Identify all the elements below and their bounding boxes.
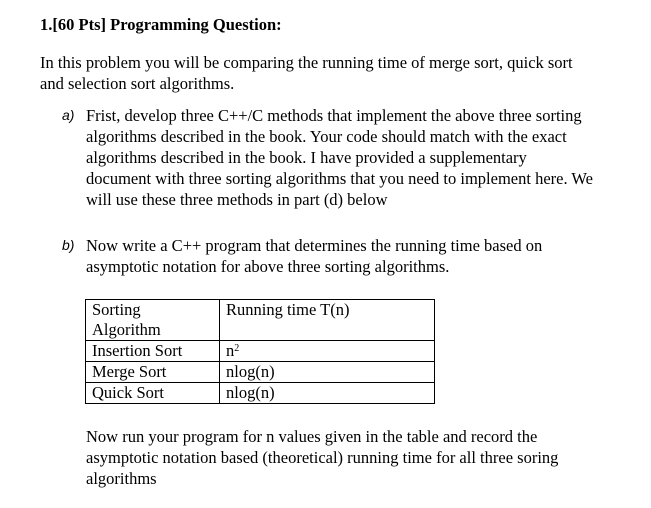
intro-line: and selection sort algorithms. <box>40 74 235 93</box>
time-base: n <box>226 341 235 360</box>
part-a-line: document with three sorting algorithms that you need to implement here. We <box>86 169 593 188</box>
time-exponent: 2 <box>234 343 240 354</box>
part-b <box>62 235 542 277</box>
part-b-marker: b) <box>62 237 75 253</box>
closing-line: algorithms <box>86 469 157 488</box>
header-algorithm <box>86 300 220 341</box>
table-row <box>86 383 435 404</box>
intro-paragraph <box>40 52 573 94</box>
question-heading: 1.[60 Pts] Programming Question: <box>40 15 282 34</box>
part-a-line: Frist, develop three C++/C methods that implement the above three sorting <box>86 106 582 125</box>
cell-running-time: nlog(n) <box>220 362 435 383</box>
closing-paragraph <box>86 426 558 489</box>
intro-line: In this problem you will be comparing the running time of merge sort, quick sort <box>40 53 573 72</box>
cell-algorithm: Insertion Sort <box>86 341 220 362</box>
header-sorting: Sorting <box>92 300 141 319</box>
part-b-line: Now write a C++ program that determines the running time based on <box>86 236 543 255</box>
part-a-line: algorithms described in the book. Your code should match with the exact <box>86 127 567 146</box>
part-a-line: algorithms described in the book. I have provided a supplementary <box>86 148 527 167</box>
closing-line: Now run your program for n values given in the table and record the <box>86 427 538 446</box>
cell-algorithm: Merge Sort <box>86 362 220 383</box>
cell-running-time: nlog(n) <box>220 383 435 404</box>
part-a <box>62 105 593 210</box>
header-running-time: Running time T(n) <box>220 300 435 341</box>
header-algorithm-label: Algorithm <box>92 320 161 339</box>
table-header-row <box>86 300 435 341</box>
table-row <box>86 341 435 362</box>
cell-running-time <box>220 341 435 362</box>
part-a-line: will use these three methods in part (d) below <box>86 190 388 209</box>
closing-line: asymptotic notation based (theoretical) running time for all three soring <box>86 448 559 467</box>
part-b-line: asymptotic notation for above three sorting algorithms. <box>86 257 450 276</box>
running-time-table <box>85 299 435 404</box>
cell-algorithm: Quick Sort <box>86 383 220 404</box>
table-row <box>86 362 435 383</box>
part-a-marker: a) <box>62 107 75 123</box>
